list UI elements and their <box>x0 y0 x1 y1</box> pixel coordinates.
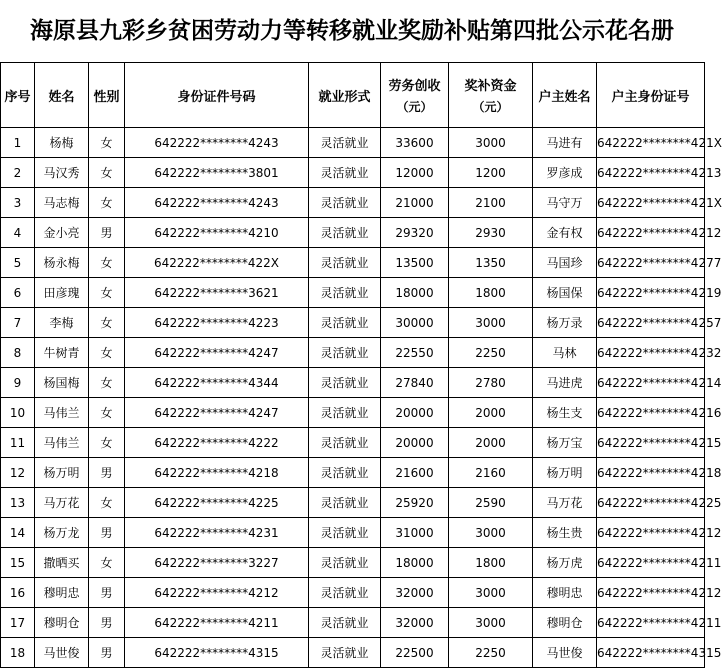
cell-gender: 女 <box>89 158 125 188</box>
cell-subsidy: 1350 <box>449 248 533 278</box>
cell-head-name: 杨国保 <box>533 278 597 308</box>
cell-subsidy: 2780 <box>449 368 533 398</box>
cell-head-id: 642222********4211 <box>597 608 705 638</box>
cell-id-number: 642222********4247 <box>125 398 309 428</box>
cell-employment: 灵活就业 <box>309 188 381 218</box>
cell-income: 20000 <box>381 398 449 428</box>
cell-head-name: 杨万明 <box>533 458 597 488</box>
cell-gender: 女 <box>89 428 125 458</box>
cell-gender: 女 <box>89 248 125 278</box>
cell-gender: 男 <box>89 518 125 548</box>
cell-id-number: 642222********422X <box>125 248 309 278</box>
cell-gender: 女 <box>89 188 125 218</box>
table-row <box>1 608 705 638</box>
page-title: 海原县九彩乡贫困劳动力等转移就业奖励补贴第四批公示花名册 <box>30 18 674 44</box>
cell-employment: 灵活就业 <box>309 548 381 578</box>
cell-subsidy: 2250 <box>449 338 533 368</box>
cell-subsidy: 1800 <box>449 548 533 578</box>
cell-gender: 女 <box>89 398 125 428</box>
cell-employment: 灵活就业 <box>309 218 381 248</box>
cell-seq: 4 <box>1 218 35 248</box>
col-employment-header: 就业形式 <box>309 63 381 128</box>
cell-seq: 9 <box>1 368 35 398</box>
cell-name: 田彦瑰 <box>35 278 89 308</box>
cell-head-name: 马林 <box>533 338 597 368</box>
cell-seq: 18 <box>1 638 35 668</box>
cell-name: 马伟兰 <box>35 428 89 458</box>
cell-seq: 7 <box>1 308 35 338</box>
cell-subsidy: 3000 <box>449 518 533 548</box>
cell-name: 马世俊 <box>35 638 89 668</box>
cell-income: 12000 <box>381 158 449 188</box>
cell-income: 21600 <box>381 458 449 488</box>
cell-head-id: 642222********4211 <box>597 548 705 578</box>
cell-gender: 女 <box>89 128 125 158</box>
cell-employment: 灵活就业 <box>309 488 381 518</box>
income-header-unit: （元） <box>396 100 433 114</box>
table-row <box>1 398 705 428</box>
table-row <box>1 488 705 518</box>
cell-id-number: 642222********3621 <box>125 278 309 308</box>
table-row <box>1 518 705 548</box>
cell-head-id: 642222********4215 <box>597 428 705 458</box>
table-row <box>1 308 705 338</box>
cell-id-number: 642222********3801 <box>125 158 309 188</box>
cell-employment: 灵活就业 <box>309 128 381 158</box>
cell-name: 马志梅 <box>35 188 89 218</box>
cell-name: 马伟兰 <box>35 398 89 428</box>
cell-head-id: 642222********4257 <box>597 308 705 338</box>
cell-id-number: 642222********4223 <box>125 308 309 338</box>
cell-head-id: 642222********4212 <box>597 578 705 608</box>
cell-income: 18000 <box>381 278 449 308</box>
cell-head-name: 马进有 <box>533 128 597 158</box>
cell-seq: 2 <box>1 158 35 188</box>
cell-id-number: 642222********3227 <box>125 548 309 578</box>
cell-head-name: 穆明仓 <box>533 608 597 638</box>
cell-subsidy: 1800 <box>449 278 533 308</box>
table-row <box>1 578 705 608</box>
cell-id-number: 642222********4218 <box>125 458 309 488</box>
cell-seq: 10 <box>1 398 35 428</box>
cell-seq: 16 <box>1 578 35 608</box>
cell-name: 杨梅 <box>35 128 89 158</box>
table-row <box>1 428 705 458</box>
cell-subsidy: 2930 <box>449 218 533 248</box>
cell-head-name: 马万花 <box>533 488 597 518</box>
cell-head-id: 642222********421X <box>597 188 705 218</box>
cell-seq: 17 <box>1 608 35 638</box>
cell-id-number: 642222********4222 <box>125 428 309 458</box>
cell-employment: 灵活就业 <box>309 638 381 668</box>
cell-name: 撒晒买 <box>35 548 89 578</box>
cell-income: 30000 <box>381 308 449 338</box>
cell-employment: 灵活就业 <box>309 278 381 308</box>
cell-seq: 5 <box>1 248 35 278</box>
cell-head-id: 642222********421X <box>597 128 705 158</box>
cell-income: 20000 <box>381 428 449 458</box>
cell-seq: 11 <box>1 428 35 458</box>
col-seq-header: 序号 <box>1 63 35 128</box>
cell-seq: 12 <box>1 458 35 488</box>
table-row <box>1 158 705 188</box>
cell-head-id: 642222********4225 <box>597 488 705 518</box>
cell-head-name: 杨万录 <box>533 308 597 338</box>
cell-gender: 男 <box>89 578 125 608</box>
cell-name: 杨国梅 <box>35 368 89 398</box>
cell-gender: 女 <box>89 278 125 308</box>
table-row <box>1 218 705 248</box>
table-row <box>1 188 705 218</box>
table-row <box>1 248 705 278</box>
cell-seq: 1 <box>1 128 35 158</box>
col-gender-header: 性别 <box>89 63 125 128</box>
cell-name: 马汉秀 <box>35 158 89 188</box>
cell-seq: 6 <box>1 278 35 308</box>
cell-subsidy: 2250 <box>449 638 533 668</box>
cell-subsidy: 2100 <box>449 188 533 218</box>
cell-head-id: 642222********4213 <box>597 158 705 188</box>
cell-name: 李梅 <box>35 308 89 338</box>
cell-gender: 女 <box>89 308 125 338</box>
col-id-header: 身份证件号码 <box>125 63 309 128</box>
cell-name: 杨万龙 <box>35 518 89 548</box>
cell-head-id: 642222********4214 <box>597 368 705 398</box>
cell-seq: 3 <box>1 188 35 218</box>
subsidy-header-line1: 奖补资金 <box>464 79 517 94</box>
cell-gender: 男 <box>89 458 125 488</box>
cell-id-number: 642222********4243 <box>125 188 309 218</box>
cell-id-number: 642222********4225 <box>125 488 309 518</box>
cell-seq: 13 <box>1 488 35 518</box>
cell-employment: 灵活就业 <box>309 428 381 458</box>
cell-head-id: 642222********4315 <box>597 638 705 668</box>
cell-name: 牛树青 <box>35 338 89 368</box>
cell-income: 32000 <box>381 578 449 608</box>
cell-employment: 灵活就业 <box>309 248 381 278</box>
cell-head-name: 穆明忠 <box>533 578 597 608</box>
cell-income: 32000 <box>381 608 449 638</box>
roster-table <box>0 62 722 668</box>
col-head-name-header: 户主姓名 <box>533 63 597 128</box>
col-name-header: 姓名 <box>35 63 89 128</box>
cell-name: 穆明忠 <box>35 578 89 608</box>
cell-id-number: 642222********4210 <box>125 218 309 248</box>
cell-head-name: 马进虎 <box>533 368 597 398</box>
cell-name: 杨万明 <box>35 458 89 488</box>
cell-income: 29320 <box>381 218 449 248</box>
cell-subsidy: 3000 <box>449 128 533 158</box>
cell-seq: 15 <box>1 548 35 578</box>
col-subsidy-header <box>449 63 533 128</box>
cell-subsidy: 1200 <box>449 158 533 188</box>
cell-employment: 灵活就业 <box>309 368 381 398</box>
cell-subsidy: 2000 <box>449 398 533 428</box>
cell-head-id: 642222********4218 <box>597 458 705 488</box>
cell-income: 22500 <box>381 638 449 668</box>
cell-income: 33600 <box>381 128 449 158</box>
cell-name: 马万花 <box>35 488 89 518</box>
header-row <box>1 63 705 128</box>
cell-employment: 灵活就业 <box>309 578 381 608</box>
cell-employment: 灵活就业 <box>309 608 381 638</box>
cell-head-name: 杨万虎 <box>533 548 597 578</box>
col-head-id-header: 户主身份证号 <box>597 63 705 128</box>
cell-employment: 灵活就业 <box>309 308 381 338</box>
cell-id-number: 642222********4212 <box>125 578 309 608</box>
cell-gender: 女 <box>89 338 125 368</box>
cell-name: 杨永梅 <box>35 248 89 278</box>
cell-gender: 女 <box>89 548 125 578</box>
cell-id-number: 642222********4315 <box>125 638 309 668</box>
cell-head-id: 642222********4277 <box>597 248 705 278</box>
cell-income: 22550 <box>381 338 449 368</box>
cell-gender: 女 <box>89 368 125 398</box>
cell-employment: 灵活就业 <box>309 518 381 548</box>
cell-head-name: 罗彦成 <box>533 158 597 188</box>
cell-head-name: 金有权 <box>533 218 597 248</box>
cell-head-id: 642222********4232 <box>597 338 705 368</box>
cell-employment: 灵活就业 <box>309 458 381 488</box>
cell-subsidy: 3000 <box>449 308 533 338</box>
cell-head-name: 马守万 <box>533 188 597 218</box>
cell-income: 13500 <box>381 248 449 278</box>
cell-id-number: 642222********4344 <box>125 368 309 398</box>
cell-gender: 女 <box>89 488 125 518</box>
subsidy-header-unit: （元） <box>472 100 509 114</box>
cell-head-id: 642222********4212 <box>597 518 705 548</box>
col-income-header <box>381 63 449 128</box>
cell-head-id: 642222********4212 <box>597 218 705 248</box>
cell-subsidy: 2160 <box>449 458 533 488</box>
cell-subsidy: 2590 <box>449 488 533 518</box>
cell-seq: 8 <box>1 338 35 368</box>
cell-income: 27840 <box>381 368 449 398</box>
table-row <box>1 638 705 668</box>
cell-gender: 男 <box>89 218 125 248</box>
cell-income: 31000 <box>381 518 449 548</box>
cell-employment: 灵活就业 <box>309 338 381 368</box>
cell-gender: 男 <box>89 608 125 638</box>
cell-name: 穆明仓 <box>35 608 89 638</box>
cell-income: 18000 <box>381 548 449 578</box>
cell-income: 25920 <box>381 488 449 518</box>
cell-id-number: 642222********4247 <box>125 338 309 368</box>
cell-subsidy: 2000 <box>449 428 533 458</box>
cell-head-id: 642222********4216 <box>597 398 705 428</box>
cell-head-name: 杨万宝 <box>533 428 597 458</box>
cell-head-name: 杨生贵 <box>533 518 597 548</box>
cell-gender: 男 <box>89 638 125 668</box>
cell-head-name: 马国珍 <box>533 248 597 278</box>
table-row <box>1 128 705 158</box>
cell-subsidy: 3000 <box>449 608 533 638</box>
cell-head-name: 杨生支 <box>533 398 597 428</box>
cell-head-name: 马世俊 <box>533 638 597 668</box>
table-row <box>1 458 705 488</box>
table-row <box>1 278 705 308</box>
table-row <box>1 368 705 398</box>
cell-head-id: 642222********4219 <box>597 278 705 308</box>
income-header-line1: 劳务创收 <box>388 79 441 94</box>
cell-employment: 灵活就业 <box>309 398 381 428</box>
table-row <box>1 338 705 368</box>
cell-employment: 灵活就业 <box>309 158 381 188</box>
cell-subsidy: 3000 <box>449 578 533 608</box>
cell-id-number: 642222********4243 <box>125 128 309 158</box>
cell-id-number: 642222********4231 <box>125 518 309 548</box>
cell-income: 21000 <box>381 188 449 218</box>
cell-id-number: 642222********4211 <box>125 608 309 638</box>
table-row <box>1 548 705 578</box>
cell-name: 金小亮 <box>35 218 89 248</box>
cell-seq: 14 <box>1 518 35 548</box>
